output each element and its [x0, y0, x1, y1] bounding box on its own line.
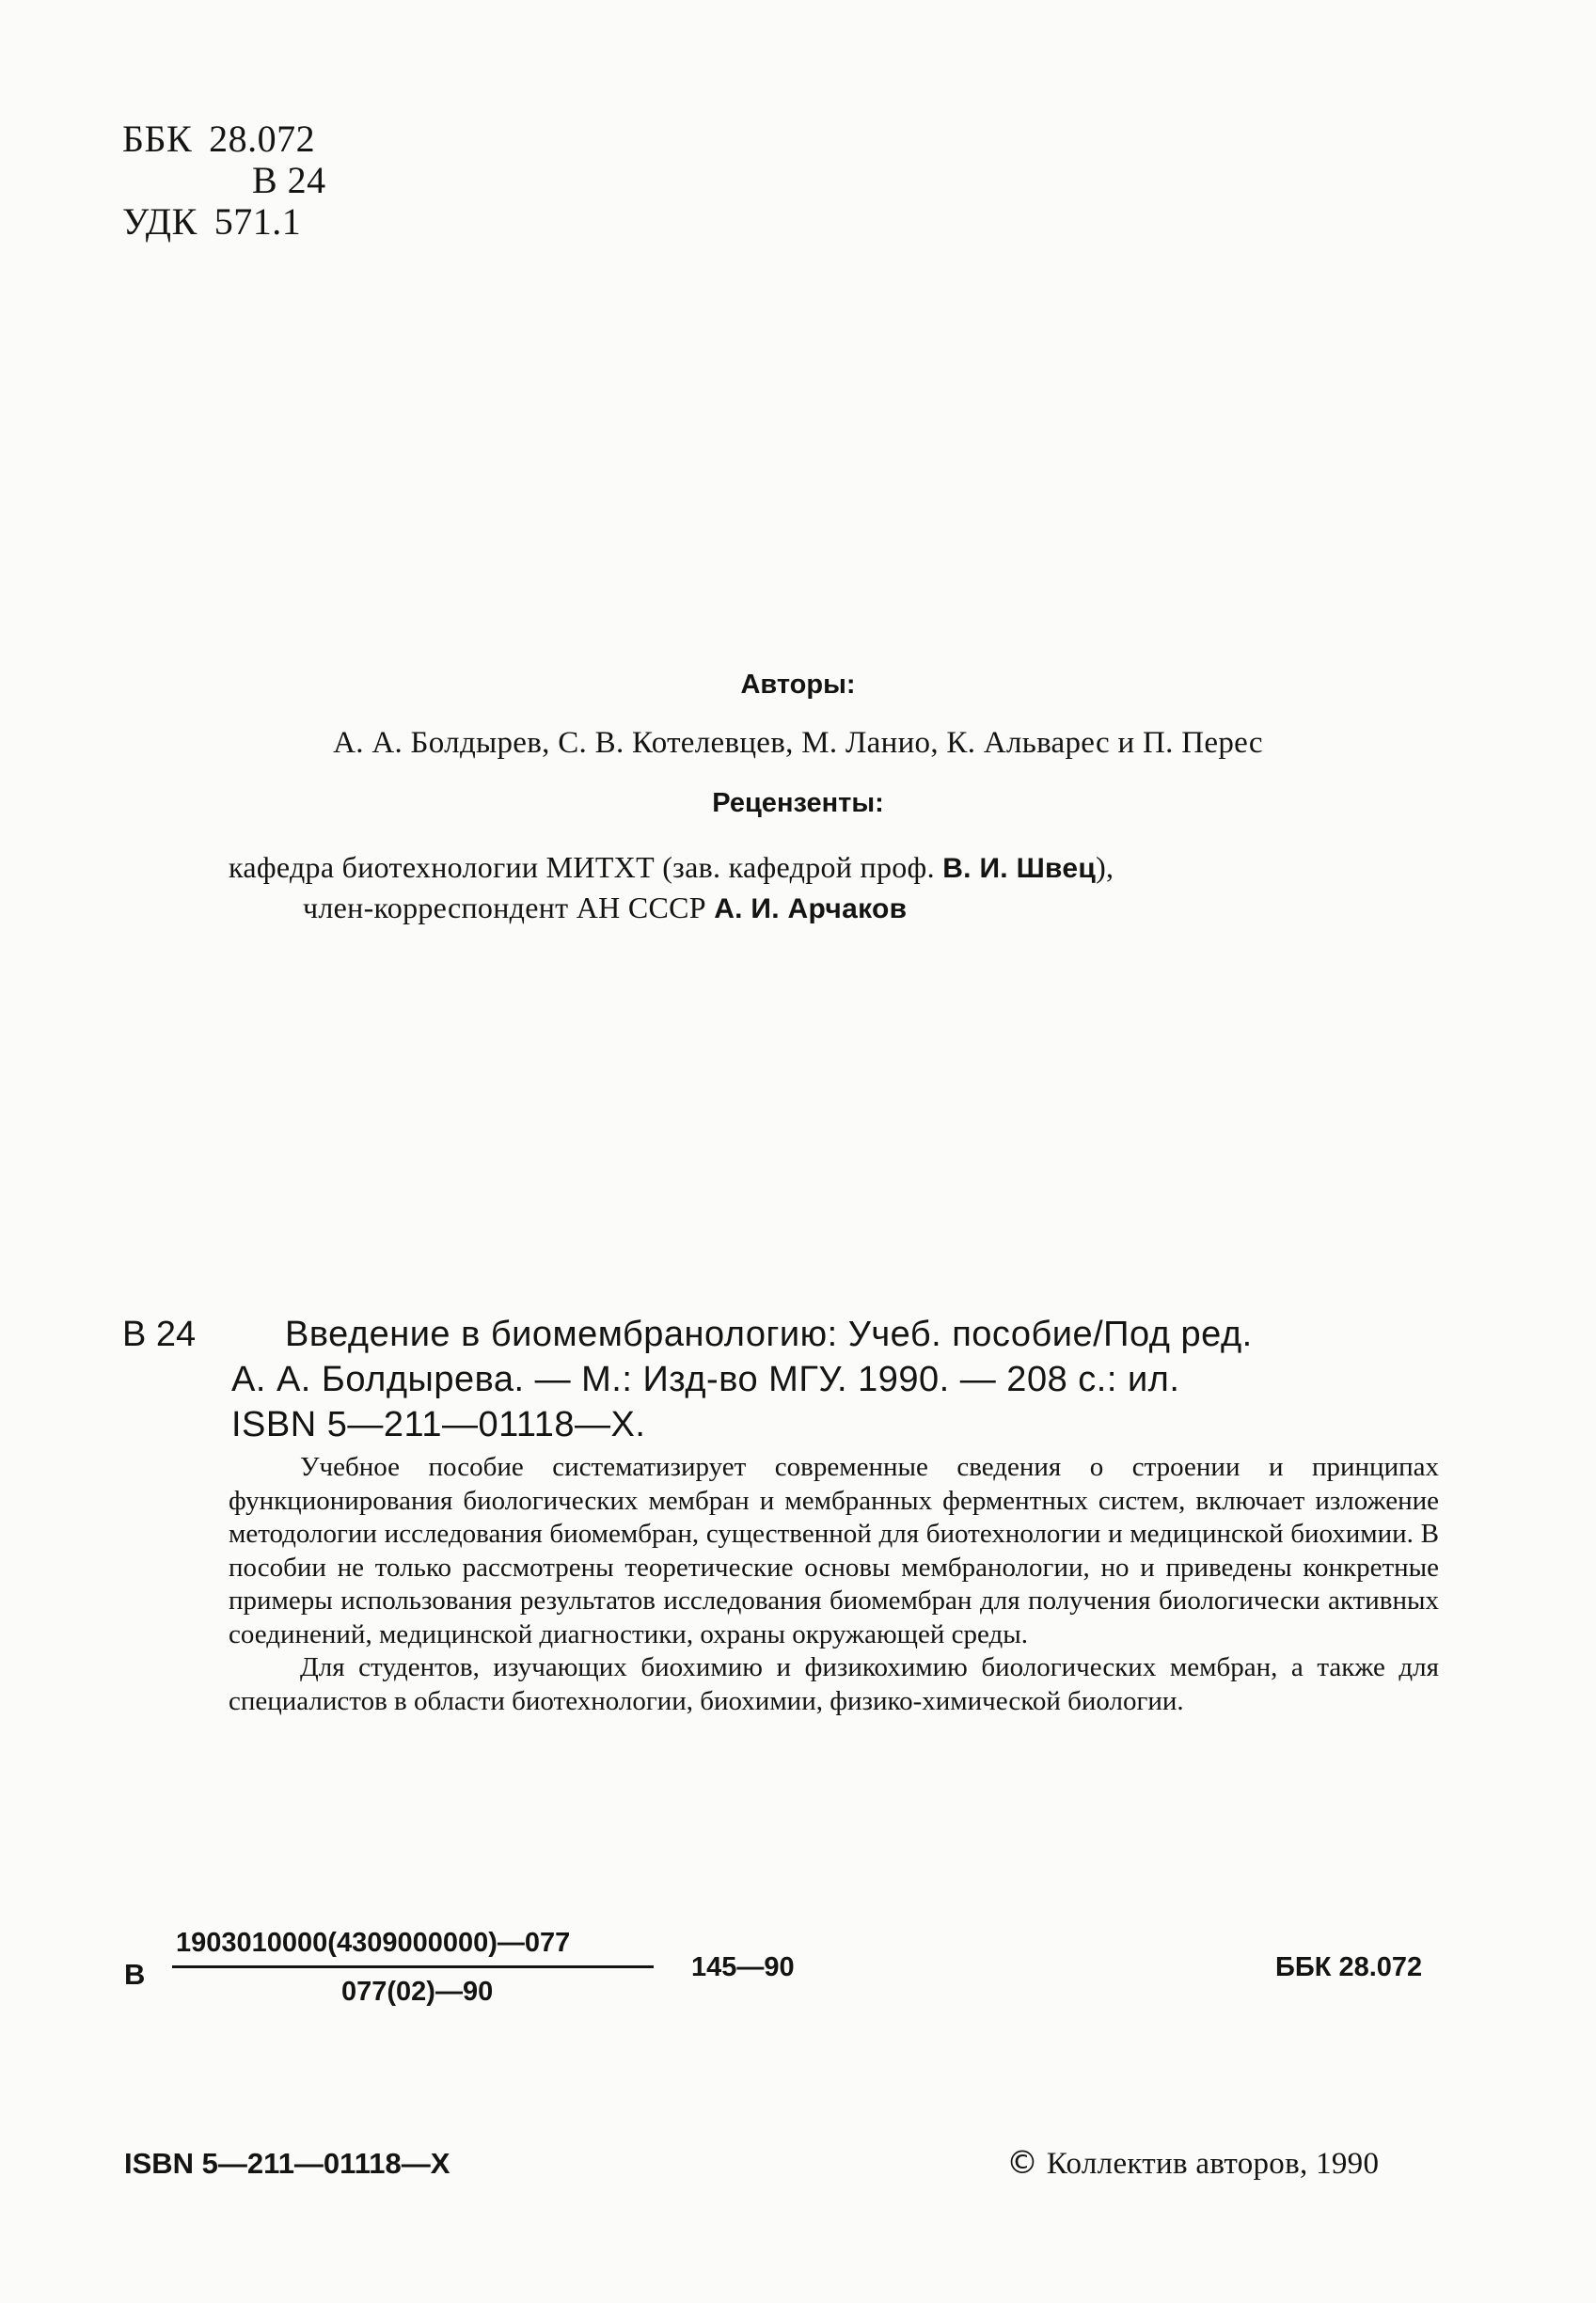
reviewer-2-name: А. И. Арчаков — [714, 893, 908, 924]
udk-label: УДК — [122, 200, 198, 243]
bib-title-line: Введение в биомембранологию: Учеб. пособие/Под ред. — [285, 1315, 1253, 1354]
reviewer-line-2 — [303, 891, 907, 925]
fraction-line — [172, 1965, 654, 1968]
author-mark: В 24 — [252, 159, 326, 201]
reviewers-heading: Рецензенты: — [712, 788, 884, 818]
abstract-paragraph-1: Учебное пособие систематизирует современные сведения о строении и принципах функционирования биологических мембран и мембранных ферментных систем, включает изложение методологии исследования биомембран, существенной для биотехнологии и медицинской биохимии. В пособии не только рассмотрены теоретические основы мембранологии, но и приведены конкретные примеры использования результатов исследования биомембран для получения биологически активных соединений, медицинской диагностики, охраны окружающей среды. — [229, 1452, 1439, 1649]
reviewer-1-name: В. И. Швец — [942, 853, 1097, 884]
bib-editor-line: А. А. Болдырева. — М.: Изд-во МГУ. 1990. — 208 с.: ил. — [231, 1360, 1180, 1399]
reviewer-1-end: ), — [1096, 850, 1114, 884]
classification-denominator: 077(02)—90 — [341, 1977, 494, 2007]
footer-copyright — [1006, 2144, 1379, 2182]
abstract-paragraph-2: Для студентов, изучающих биохимию и физикохимию биологических мембран, а также для специалистов в области биотехнологии, биохимии, физико-химической биологии. — [229, 1652, 1439, 1716]
authors-heading: Авторы: — [740, 670, 856, 700]
classification-bbk: ББК 28.072 — [1275, 1952, 1423, 1982]
reviewer-line-1 — [229, 850, 1114, 885]
classification-letter: В — [124, 1958, 146, 1991]
bib-isbn-line: ISBN 5—211—01118—X. — [231, 1405, 646, 1444]
bbk-value: 28.072 — [209, 118, 316, 160]
udk-value: 571.1 — [213, 200, 302, 243]
footer-isbn: ISBN 5—211—01118—X — [124, 2147, 450, 2180]
bbk-label: ББК — [122, 118, 193, 160]
copyright-text: Коллектив авторов, 1990 — [1046, 2147, 1380, 2181]
classification-numerator: 1903010000(4309000000)—077 — [176, 1928, 571, 1958]
classification-order: 145—90 — [691, 1952, 795, 1982]
reviewer-1-text: кафедра биотехнологии МИТХТ (зав. кафедрой проф. — [229, 850, 935, 884]
bib-abstract — [229, 1451, 1439, 1718]
bbk-line — [122, 120, 315, 158]
reviewer-2-text: член-корреспондент АН СССР — [303, 891, 706, 924]
copyright-icon: © — [1006, 2144, 1039, 2182]
authors-names: А. А. Болдырев, С. В. Котелевцев, М. Ланио, К. Альварес и П. Перес — [333, 726, 1263, 760]
udk-line — [122, 200, 302, 243]
bib-code: В 24 — [122, 1315, 197, 1354]
